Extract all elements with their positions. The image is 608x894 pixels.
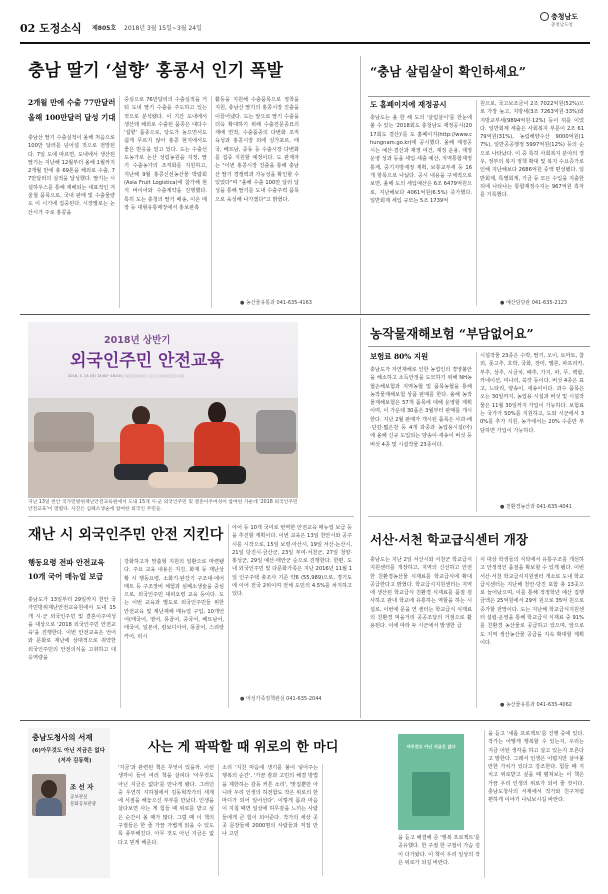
cover-art [412,772,450,816]
box-title: 충남도청사의 서재 [32,733,93,742]
circle-logo-icon [540,12,549,21]
box-author: (저자 김동혁) [58,758,92,764]
article3-col2: 강화하고자 맞춤형 지원의 일환으로 마련됐다. 주요 교육 내용은 지진, 화재 등 재난상황 시 행동요령, 소화기·완강기 구조대·에어매트 등 구조장비 체험과 심폐소생술을 중심으로, 외국인주민 대피요령 교육 등이다. 도는 이번 교육과 별도로 외국인주민들 위한 안전교육 및 재난재해 매뉴얼 구입, 10개언어(태국어, 영어, 몽골어, 중국어, 베트남어, 태국어, 일본어, 캄보디아어, 몽골어, 스리랑카어, 러시 [124,559,224,640]
article6-col4: 을 듣고 '새롭 프로젝트'를 진행 중에 있다. 작가는 어떻게 행복할 수 있는지, 우리는 지금 어떤 생각을 하고 살고 있는지 모른다고 말한다. 그래서 인생은 어렵지만 살아볼 만한 가치가 있다고 강조한다. 힘들 때 지치고 위로받고 싶을 때 펼쳐보는 이 책은 가끔 우리 인생의 위로가 되어 줄 것이다. 충남도청사의 서재에서 작가와 친구처럼 편하게 이야기 나눠보시길 바란다. [488,731,584,804]
head-shape [132,406,150,426]
book-title: 아무것도 아닌 지금은 없다 [406,744,456,749]
article5-col1: 충남도는 지난 2일 서산시와 서천군 학교급식지원센터를 개장하고, 지역의 신선하고 안전한 친환경농산물 식재료를 학교급식에 확대 공급한다고 밝혔다. 학교급식지원센터는 지역에 생산된 학교급식 친환경 식재료를 품질 검사하고 관내 학교에 유통하는 역할을 하는 시설로, 이번에 문을 연 센터는 학교급식 식재료의 친환경 먹을거리 공공조달의 거점으로 활용된다. 이에 따라 두 시군에서 발생한 급 [370,557,472,630]
brand-name: 충청남도 [551,13,579,21]
body-shape [36,798,62,816]
article3-credit: ● 여성가족정책관실 041-635-2044 [240,696,322,702]
article1-sub1: 2개월 만에 수출 77만달러 [28,98,116,107]
body-shape [194,422,240,470]
header-rule [20,42,590,44]
banner-line1: 2018년 상반기 [104,335,171,346]
col-divider [119,96,120,308]
article1-col3: 활동을 지원해 수출품목으로 정착을 지원, 충남산 딸기의 홍콩시장 진출을 이끌어냈다. 도는 앞으로 딸기 수출을 더욱 확대하기 위해 수출전문종묘의 재배 면적, 수출품종의 다변화 조직 육성과 홍콩시장 외에 싱가포르, 태국, 베트남, 중동 등 수출시장 다변화를 집중 지원할 예정이다. 도 관계자는 "이번 홍콩시장 진출을 통해 충남산 딸기 경쟁력과 가능성을 확인할 수 있었다"며 "올해 수출 100만 달러 달성을 통해 딸기를 도내 수출주력 품목으로 육성해 나가겠다"고 밝혔다. [215,97,299,203]
article6-col2: 소리 '지친 마음에 생기를 불어 넣어주는 행복의 순간', '가끔 잠과 고민의 해결 방법을 제한하는 감동 커튼 소리', '맞집뿐만 아니라 우리 인생의 허전함도 작은 위로의 한 마디가 되어 일어선다'. 이렇게 몸과 마음이 지칠 때면 일상에 허무감을 느끼는 사람들에게 큰 힘이 되어준다. 작가의 세상 곳곳 문장들에 2000명의 사람들과 직접 만나 고민 [222,765,318,838]
article5-col2: 식 대상 학생들의 식탁에서 유통구조를 개선하고 안정적인 품질을 확보할 수 있게 됐다. 이번 서산·서천 학교급식지원센터 개소로 도내 학교급식센터는 지난해 천안·당진 포함 총 13곳으로 늘어났으며, 이를 통해 적정학년 예산 집행 금액은 25억원에서 29억 원으로 35억 원으로 증가할 전망이다. 도는 지난해 학교급식지원센터 설립·운영을 통해 학교급식 식재료 중 91%를 친환경 농산물로 공급하고 있으며, 앞으로도 지역 생산농산물 공급을 지속 확대할 계획이다. [480,557,584,646]
article2-sub: 도 홈페이지에 재정공시 [370,100,447,109]
article6-headline: 사는 게 팍팍할 때 위로의 한 마디 [148,740,339,755]
section-rule [368,346,590,347]
article6-col3: 을 듣고 해결해 준 '행복 프로젝트'를 공유했다. 한 구절 한 구절이 가슴 깊이 다가왔다. 이 책이 우리 일상의 작은 위로가 되길 바란다. [398,835,480,866]
article2-headline: “충남 살림살이 확인하세요” [370,64,526,79]
col-divider [360,56,361,314]
article4-col2: 시설작물 23종은 수박, 딸기, 오이, 토마토, 참외, 풋고추, 호박, 국화, 장미, 멜론, 파프리카, 부추, 상추, 시금치, 배추, 가지, 파, 무, 백합, 카네이션, 미나리, 쑥갓 등이다. 버섯 4종은 표고, 느타리, 양송이, 새송이이다. 과수 품목은 오는 30일까지, 농업용 시설과 버섯 및 시설작물은 11월 30일까지 가입이 가능하다. 보험료는 국가가 50%를 지원하고, 도와 시군에서 30%를 추가 지원, 농가에서는 20% 수준만 부담하면 가입이 가능하다. [480,353,584,434]
col-divider [360,318,361,718]
box-sub: (6)아무것도 아닌 지금은 없다 [32,748,106,754]
section-label: 02 도정소식 [20,22,82,35]
col-divider [120,558,121,708]
head-shape [208,402,226,424]
article3-col3: 아어 등 10개 국어로 번역한 안전교육 매뉴얼 보급 등을 추진할 계획이다. 이번 교육은 13일 천안시와 공주시를 시작으로, 15일 보령·아산시, 19일 서산·논산시, 21일 당진시·금산군, 23일 부여·서천군, 27일 청양·홍성군, 29일 예산·태안군 순으로 진행한다. 한편, 도내 외국인주민 및 다문화가족은 지난 2016년 11월 1일 인구주택 총조사 기준 약6 (55,989)으로, 경기도에 이어 전국 2위이며 전체 도민의 4.5%를 차지하고 있다. [232,525,352,598]
person-role1: 공보관실 [70,795,88,800]
bg-people [34,412,94,452]
article1-headline: 충남 딸기 ‘설향’ 홍콩서 인기 폭발 [28,61,283,81]
col-divider [476,556,477,708]
col-divider [218,764,219,876]
article4-headline: 농작물재해보험 “부담없어요” [370,326,534,341]
article2-credit: ● 예산담당관 041-635-2123 [500,300,568,306]
col-divider [211,96,212,308]
col-divider [228,524,229,708]
article1-col1: 충남산 딸기 수출실적이 올해 처음으로 100만 달러를 넘어설 것으로 전망된다. 7일 도에 따르면, 도내에서 생산된 딸기는 지난해 12월부터 올해 1월까지 2개월 만에 총 69톤을 해외로 수출, 77만달러의 실적을 달성했다. 딸기는 시설하우스를 통해 재배되는 대표적인 겨울철 품목으로, 국내 판매 및 수출물량도 이 시기에 집중된다. 시장별로는 논산시가 주로 홍콩을 [28,135,115,216]
brand-logo [540,10,590,40]
photo-banner [28,322,298,398]
head-shape [41,780,57,798]
columnist-avatar [32,774,66,816]
article3-headline: 재난 시 외국인주민 안전 지킨다 [28,527,224,543]
issue-date: 2018년 3월 15일~3월 24일 [124,25,202,32]
photo-caption: 지난 13일 천안 국가민방위재난안전교육원에서 도내 15개 시·군 외국인주민 및 결혼이주여성이 참여한 가운데 '2018 외국인주민 안전교육'이 열렸다. 사진은 심폐소생술에 참여한 외국인 주민들. [28,500,298,512]
safety-training-photo [28,322,298,498]
article3-sub1: 행동요령 전파 안전교육 [28,558,105,567]
article4-sub: 보험료 80% 지원 [370,352,429,361]
article6-col1: '지금'과 관련된 책은 무엇이 있을까. 이런 생각이 들어 여러 책을 살피다 '아무것도 아닌 지금은 없다'를 만나게 됐다. 그러던 중 우연히 지하철에서 김동혁작가의 세계에 서점을 해놓으신 부부를 만났다. 인생을 살다보면 사는 게 힘들 때 위로를 받고 싶은 순간이 올 때가 많다. 그럴 때 이 책의 구절들은 한 줄 가끔 가볍게 읽을 수 있도록 풍부해진다. 아무 것도 아닌 지금은 없다고 믿게 해준다. [118,765,214,846]
article5-credit: ● 농산물유통과 041-635-4062 [500,702,572,708]
cpr-mannequin [148,472,218,488]
body-shape [120,424,164,468]
banner-line2: 외국인주민 안전교육 [70,351,224,371]
article3-col1: 충남도가 13일부터 29일까지 천안 국가민방위재난안전교육원에서 도내 15개 시·군 외국인주민 및 결혼이주여성을 대상으로 '2018 외국인주민 안전교육'을 진행한다. 이번 안전교육은 언어와 문화로 재난에 상대적으로 취약한 외국인주민의 안전의식을 고취하고 대응역량을 [28,597,116,662]
book-column-box [28,728,110,878]
section-rule [20,314,590,315]
bg-people [256,410,296,454]
section-rule [368,96,590,97]
person-role2: 문화공보관광 [70,802,97,807]
article4-col1: 충남도가 자연재해로 인한 농업인의 경영불안을 해소하고 소득안정을 도모하기 위해 NH농협손해보험과 지역농협 및 품목농협을 통해 농작물재해보험 상품 판매를 한다. 올해 농작물재해보험은 57개 품목에 대해 운영할 계획이며, 이 가운데 30품은 3월부터 판매를 개시한다. 지난 2월 판매가 개시된 품목은 사과·배·단감·떫은감 등 4개 과종과 농업용시설(아)에 올해 신규 도입되는 양송이·새송이 버섯 등 버섯 4종 및 시설작물 23종이다. [370,367,472,448]
banner-small: 2018. 3. 13.(화) 14:00~16:00 | ○○○○○○○ ○○ ○○○○○○○ ○○ [68,374,185,378]
page-header [20,8,590,42]
article2-col1: 충남도는 올 한 해 도의 '살림살이'를 한눈에 볼 수 있는 '2018회도 충청남도 재정공시(2017회도 결산)'를 도 홈페이지(http://www.chungnam.go.kr)에 공시했다. 올해 재정공시는 예산·결산과 재정 여건, 재정 운용, 재정 운영 성과 등을 세입·세출 예산, 지역통합재정 통계, 중기지방재정 계획, 보통교부세 등 16개 항목으로 나눴다. 공시 내용을 구체적으로 보면, 올해 도의 세입예산은 6조 6479억원으로, 지난해보다 4061억원(6.5%) 증가했다. 일반회계 세입 규모는 5조 1739억 [370,115,472,204]
col-divider [476,352,477,512]
article1-sub2: 올해 100만달러 달성 기대 [28,113,116,122]
section-rule [28,516,354,517]
section-rule [20,720,590,721]
section-rule [368,516,590,517]
issue-number: 제805호 [92,25,117,32]
article3-sub2: 10개 국어 매뉴얼 보급 [28,572,104,581]
col-divider [322,764,323,876]
col-divider [476,100,477,306]
article1-credit: ● 농산물유통과 041-635-4163 [240,300,312,306]
book-cover [398,734,464,830]
brand-sub: 충청남도청 [551,23,573,28]
col-divider [484,730,485,878]
article1-col2: 중심으로 76만달러의 수출실적을 거둬 도내 딸기 수출을 주도하고 있는 것으로 분석됐다. 이 기간 도내에서 생산돼 해외로 수출된 품종은 대다수 '설향' 품종으로, 당도가 높으면서도 쉽게 무르지 않아 홍콩 현지에서도 좋은 반응을 얻고 있다. 도는 수출선도농가로 논산 성림농원을 지정, 딸기 수출농가의 조직화를 지원하고, 지난해 9월 홍콩신선농산물 박람회(Asia Fruit Logistica)에 참가해 현지 바이어와 수출계약을 진행했다. 특히 도는 충청의 딸기 배송, 이온 매장 등 대형유통매장에서 홍보판촉 [124,97,207,211]
person-name: 조 선 자 [70,783,94,791]
article4-credit: ● 친환경농산과 041-635-4041 [500,504,572,510]
article5-headline: 서산·서천 학교급식센터 개장 [370,532,528,547]
article2-col2: 원으로, 국고보조금이 2조 7022억원(52%)으로 가장 높고, 지방세(3조 7263억원·33%)와 지방교부세(9894억원·12%) 등이 뒤를 이었다. 일반회계 세출은 사회복지 부문이 2조 6179억원(31%), 농림해양수산 9000억원(17%), 일반공공행정 5997억원(12%) 등의 순으로 나타났다. 이 중 특히 사회복지 분야의 경우, 정부의 복지 정책 확대 및 복지 수요증가로 인해 지난해보다 2686억원 증액 편성됐다. 일반회계, 특별회계, 기금 등 모든 수입을 지출한 뒤에 나타나는 통합재정수지는 967억원 흑자를 기록했다. [480,101,584,199]
